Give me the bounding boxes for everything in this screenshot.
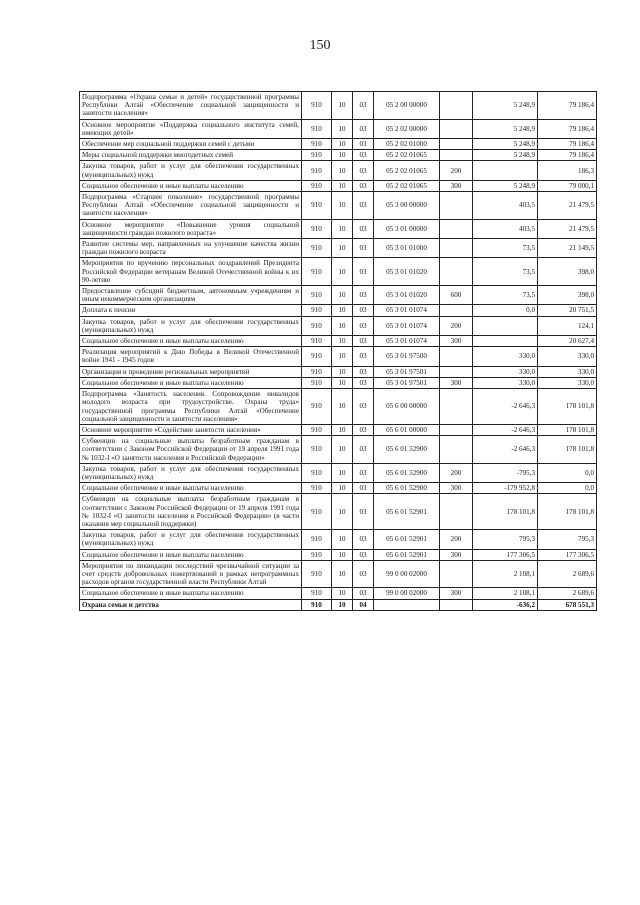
row-amount-change: 330,0 [473,347,538,366]
table-row [80,424,597,435]
row-expense-type: 600 [440,286,473,305]
row-amount-change: 5 248,9 [473,92,538,120]
row-name: Доплата к пенсии [80,305,302,316]
row-target-article [374,599,440,610]
row-subsection: 03 [353,588,374,599]
row-target-article: 05 3 01 01074 [374,305,440,316]
row-subsection: 03 [353,92,374,120]
row-target-article: 05 3 01 97501 [374,377,440,388]
row-section: 10 [332,336,353,347]
row-name: Социальное обеспечение и иные выплаты населению [80,483,302,494]
row-amount-change: 795,3 [473,530,538,549]
row-expense-type [440,305,473,316]
row-subsection: 03 [353,180,374,191]
table-row [80,347,597,366]
row-subsection: 03 [353,347,374,366]
row-name: Подпрограмма «Занятость населения. Сопровождение инвалидов молодого возраста при трудоустройстве. Охрана труда» государственной программы Республики Алтай «Обеспечение социальной защищенности и занятости населения» [80,389,302,425]
row-name: Социальное обеспечение и иные выплаты населению [80,377,302,388]
row-expense-type [440,239,473,258]
table-row [80,180,597,191]
row-expense-type [440,599,473,610]
row-amount-total: 124,1 [538,316,597,335]
row-amount-total: 330,0 [538,377,597,388]
row-grbs: 910 [302,286,332,305]
row-expense-type [440,424,473,435]
row-name: Основное мероприятие «Повышение уровня социальной защищенности граждан пожилого возраста» [80,219,302,238]
row-amount-total: 330,0 [538,347,597,366]
row-name: Подпрограмма «Охрана семьи и детей» государственной программы Республики Алтай «Обеспечение социальной защищенности и занятости населения» [80,92,302,120]
row-target-article: 05 6 00 00000 [374,389,440,425]
row-section: 10 [332,549,353,560]
row-amount-total: 398,0 [538,258,597,286]
row-name: Обеспечение мер социальной поддержки семей с детьми [80,139,302,150]
row-section: 10 [332,305,353,316]
row-grbs: 910 [302,139,332,150]
row-amount-total: 79 186,4 [538,150,597,161]
row-target-article: 05 6 01 52900 [374,436,440,464]
row-section: 10 [332,347,353,366]
row-section: 10 [332,483,353,494]
row-expense-type [440,347,473,366]
row-grbs: 910 [302,377,332,388]
budget-table [79,91,597,611]
row-amount-change: 177 306,5 [473,549,538,560]
row-amount-total: 2 689,6 [538,560,597,588]
row-section: 10 [332,139,353,150]
row-section: 10 [332,180,353,191]
row-grbs: 910 [302,599,332,610]
row-subsection: 03 [353,436,374,464]
row-section: 10 [332,119,353,138]
row-amount-total: 21 479,5 [538,192,597,220]
row-subsection: 03 [353,161,374,180]
row-amount-total: 79 186,4 [538,119,597,138]
table-row [80,366,597,377]
row-amount-total: 178 101,8 [538,494,597,530]
row-section: 10 [332,192,353,220]
table-row [80,530,597,549]
row-expense-type [440,119,473,138]
row-grbs: 910 [302,119,332,138]
row-amount-change: 73,5 [473,286,538,305]
row-target-article: 05 2 02 01065 [374,161,440,180]
row-amount-change: -636,2 [473,599,538,610]
row-amount-change: 403,5 [473,219,538,238]
row-subsection: 03 [353,239,374,258]
row-subsection: 03 [353,119,374,138]
table-row [80,377,597,388]
row-expense-type [440,366,473,377]
row-amount-total: 795,3 [538,530,597,549]
row-amount-total: 178 101,8 [538,436,597,464]
row-target-article: 05 6 01 52901 [374,549,440,560]
row-amount-change: -2 646,3 [473,389,538,425]
row-section: 10 [332,161,353,180]
row-grbs: 910 [302,560,332,588]
row-target-article: 99 0 00 02000 [374,560,440,588]
row-amount-total: 678 551,3 [538,599,597,610]
row-grbs: 910 [302,92,332,120]
row-target-article: 05 3 01 97500 [374,347,440,366]
row-grbs: 910 [302,316,332,335]
row-name: Основное мероприятие «Поддержка социального института семей, имеющих детей» [80,119,302,138]
row-amount-change: 0,0 [473,305,538,316]
row-target-article: 05 2 02 00000 [374,119,440,138]
row-name: Развитие системы мер, направленных на улучшение качества жизни граждан пожилого возраста [80,239,302,258]
row-amount-total: 330,0 [538,366,597,377]
row-expense-type: 200 [440,316,473,335]
row-target-article: 05 3 01 01020 [374,286,440,305]
row-amount-change: -795,3 [473,463,538,482]
row-name: Субвенции на социальные выплаты безработным гражданам в соответствии с Законом Российской Федерации от 19 апреля 1991 года № 1032-I «О занятости населения в Российской Федерации» (в части оказания мер социальной поддержки) [80,494,302,530]
row-target-article: 05 3 01 01000 [374,239,440,258]
row-name: Организация и проведение региональных мероприятий [80,366,302,377]
row-subsection: 03 [353,286,374,305]
row-name: Меры социальной поддержки многодетных семей [80,150,302,161]
row-amount-total: 178 101,8 [538,389,597,425]
row-subsection: 03 [353,494,374,530]
row-name: Социальное обеспечение и иные выплаты населению [80,336,302,347]
row-grbs: 910 [302,180,332,191]
row-amount-change: 2 108,1 [473,588,538,599]
row-section: 10 [332,599,353,610]
row-section: 10 [332,436,353,464]
row-grbs: 910 [302,463,332,482]
row-subsection: 03 [353,377,374,388]
row-name: Закупка товаров, работ и услуг для обеспечения государственных (муниципальных) нужд [80,463,302,482]
row-target-article: 05 3 01 00000 [374,219,440,238]
table-row [80,588,597,599]
row-section: 10 [332,286,353,305]
row-section: 10 [332,366,353,377]
table-row [80,483,597,494]
row-section: 10 [332,219,353,238]
row-grbs: 910 [302,483,332,494]
row-section: 10 [332,92,353,120]
row-expense-type [440,150,473,161]
row-amount-total: 0,0 [538,463,597,482]
row-section: 10 [332,316,353,335]
row-subsection: 03 [353,366,374,377]
table-row [80,161,597,180]
row-expense-type: 300 [440,377,473,388]
row-section: 10 [332,560,353,588]
table-row [80,463,597,482]
row-amount-change: 5 248,9 [473,139,538,150]
row-amount-change: 403,5 [473,192,538,220]
row-target-article: 05 6 01 52901 [374,494,440,530]
row-amount-total: 79 186,4 [538,92,597,120]
row-expense-type: 200 [440,530,473,549]
row-section: 10 [332,389,353,425]
row-grbs: 910 [302,239,332,258]
row-name: Реализация мероприятий к Дню Победы в Великой Отечественной войне 1941 - 1945 годов [80,347,302,366]
row-target-article: 05 3 01 97501 [374,366,440,377]
row-amount-total: 0,0 [538,483,597,494]
table-row [80,258,597,286]
row-expense-type [440,494,473,530]
row-amount-change [473,336,538,347]
row-grbs: 910 [302,305,332,316]
row-name: Социальное обеспечение и иные выплаты населению [80,549,302,560]
row-name: Закупка товаров, работ и услуг для обеспечения государственных (муниципальных) нужд [80,316,302,335]
row-amount-change [473,316,538,335]
row-amount-change: 178 101,8 [473,494,538,530]
row-grbs: 910 [302,347,332,366]
row-amount-total: 177 306,5 [538,549,597,560]
row-subsection: 03 [353,258,374,286]
row-grbs: 910 [302,150,332,161]
row-grbs: 910 [302,366,332,377]
row-expense-type: 300 [440,588,473,599]
row-amount-change: 330,0 [473,366,538,377]
row-section: 10 [332,494,353,530]
row-target-article: 05 2 02 01065 [374,180,440,191]
row-amount-change: 330,0 [473,377,538,388]
row-subsection: 03 [353,305,374,316]
table-row [80,150,597,161]
row-expense-type: 300 [440,180,473,191]
row-target-article: 05 3 00 00000 [374,192,440,220]
table-row [80,305,597,316]
row-grbs: 910 [302,549,332,560]
row-expense-type [440,258,473,286]
row-grbs: 910 [302,588,332,599]
row-grbs: 910 [302,192,332,220]
row-amount-change: -179 952,8 [473,483,538,494]
row-grbs: 910 [302,161,332,180]
row-amount-change: -2 646,3 [473,424,538,435]
row-amount-total: 21 149,5 [538,239,597,258]
row-grbs: 910 [302,389,332,425]
row-amount-total: 79 000,1 [538,180,597,191]
row-section: 10 [332,588,353,599]
table-row [80,139,597,150]
row-subsection: 03 [353,192,374,220]
row-amount-change: 2 108,1 [473,560,538,588]
row-amount-change [473,161,538,180]
row-grbs: 910 [302,494,332,530]
row-subsection: 04 [353,599,374,610]
table-row [80,219,597,238]
row-grbs: 910 [302,258,332,286]
row-grbs: 910 [302,219,332,238]
row-section: 10 [332,530,353,549]
row-expense-type [440,219,473,238]
row-name: Охрана семьи и детства [80,599,302,610]
row-amount-change: 5 248,9 [473,180,538,191]
row-name: Закупка товаров, работ и услуг для обеспечения государственных (муниципальных) нужд [80,530,302,549]
row-subsection: 03 [353,150,374,161]
row-amount-total: 20 627,4 [538,336,597,347]
row-section: 10 [332,463,353,482]
budget-table-body [80,92,597,611]
row-expense-type [440,139,473,150]
row-amount-change: 73,5 [473,239,538,258]
row-subsection: 03 [353,336,374,347]
row-target-article: 05 3 01 01074 [374,336,440,347]
row-expense-type: 200 [440,463,473,482]
row-subsection: 03 [353,463,374,482]
row-name: Основное мероприятие «Содействие занятости населения» [80,424,302,435]
table-row [80,336,597,347]
row-subsection: 03 [353,219,374,238]
table-row [80,92,597,120]
row-target-article: 05 2 02 01000 [374,139,440,150]
row-expense-type [440,192,473,220]
row-name: Мероприятия по вручению персональных поздравлений Президента Российской Федерации ветеранам Великой Отечественной войны к их 90-летию [80,258,302,286]
table-row [80,316,597,335]
row-section: 10 [332,258,353,286]
row-name: Социальное обеспечение и иные выплаты населению [80,588,302,599]
row-target-article: 05 3 01 01020 [374,258,440,286]
row-subsection: 03 [353,424,374,435]
row-amount-change: 5 248,9 [473,150,538,161]
table-row [80,286,597,305]
row-amount-total: 79 186,4 [538,139,597,150]
row-amount-total: 398,0 [538,286,597,305]
table-total-row [80,599,597,610]
table-row [80,494,597,530]
row-expense-type: 300 [440,336,473,347]
row-amount-change: 5 248,9 [473,119,538,138]
row-expense-type: 300 [440,549,473,560]
row-subsection: 03 [353,389,374,425]
row-name: Подпрограмма «Старшее поколение» государственной программы Республики Алтай «Обеспечение социальной защищенности и занятости населения» [80,192,302,220]
row-section: 10 [332,377,353,388]
row-expense-type: 300 [440,483,473,494]
row-target-article: 05 3 01 01074 [374,316,440,335]
row-section: 10 [332,150,353,161]
table-row [80,549,597,560]
row-subsection: 03 [353,316,374,335]
row-name: Субвенции на социальные выплаты безработным гражданам в соответствии с Законом Российской Федерации от 19 апреля 1991 года № 1032-I «О занятости населения в Российской Федерации» [80,436,302,464]
row-target-article: 05 6 01 52901 [374,530,440,549]
row-target-article: 05 2 02 01065 [374,150,440,161]
row-amount-total: 2 689,6 [538,588,597,599]
table-row [80,119,597,138]
row-grbs: 910 [302,424,332,435]
page-number: 150 [309,38,331,53]
row-name: Предоставление субсидий бюджетным, автономным учреждениям и иным некоммерческим организациям [80,286,302,305]
row-target-article: 05 6 01 52900 [374,483,440,494]
row-target-article: 05 6 01 52900 [374,463,440,482]
row-section: 10 [332,239,353,258]
table-row [80,239,597,258]
row-grbs: 910 [302,336,332,347]
table-row [80,389,597,425]
row-expense-type [440,92,473,120]
row-target-article: 05 6 01 00000 [374,424,440,435]
table-row [80,192,597,220]
row-grbs: 910 [302,436,332,464]
row-expense-type [440,560,473,588]
row-subsection: 03 [353,139,374,150]
row-name: Закупка товаров, работ и услуг для обеспечения государственных (муниципальных) нужд [80,161,302,180]
row-name: Мероприятия по ликвидации последствий чрезвычайной ситуации за счет средств добровольных пожертвований в рамках непрограммных расходов органов государственной власти Республики Алтай [80,560,302,588]
table-row [80,436,597,464]
row-amount-total: 178 101,8 [538,424,597,435]
row-expense-type [440,436,473,464]
row-grbs: 910 [302,530,332,549]
table-row [80,560,597,588]
row-target-article: 99 0 00 02000 [374,588,440,599]
row-amount-change: -2 646,3 [473,436,538,464]
row-subsection: 03 [353,560,374,588]
row-target-article: 05 2 00 00000 [374,92,440,120]
row-amount-total: 186,3 [538,161,597,180]
row-subsection: 03 [353,530,374,549]
row-expense-type: 200 [440,161,473,180]
row-section: 10 [332,424,353,435]
row-subsection: 03 [353,483,374,494]
row-subsection: 03 [353,549,374,560]
row-amount-total: 21 479,5 [538,219,597,238]
row-name: Социальное обеспечение и иные выплаты населению [80,180,302,191]
row-amount-change: 73,5 [473,258,538,286]
row-expense-type [440,389,473,425]
row-amount-total: 20 751,5 [538,305,597,316]
